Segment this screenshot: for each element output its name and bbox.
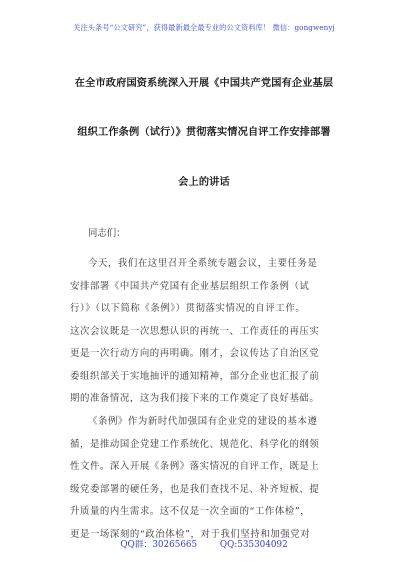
qq-group-number: QQ群：30265665 — [120, 540, 198, 550]
footer-contact — [0, 537, 408, 550]
body-line: 更是一场深刻的“政治体检”，对于我们坚持和加强党对 — [70, 529, 311, 540]
body-line: 行）》（以下简称《条例》）贯彻落实情况的自评工作。 — [70, 303, 306, 314]
body-line: 今天，我们在这里召开全系统专题会议，主要任务是 — [88, 258, 318, 269]
body-line: 这次会议既是一次思想认识的再统一、工作责任的再压实 — [70, 326, 320, 337]
body-line: 委组织部关于实地抽评的通知精神，部分企业也汇报了前 — [70, 371, 320, 382]
salutation: 同志们： — [88, 228, 126, 239]
body-line: 安排部署《中国共产党国有企业基层组织工作条例（试 — [70, 281, 310, 292]
body-line: 循，是推动国企党建工作系统化、规范化、科学化的纲领 — [70, 439, 320, 450]
speech-title-line-1: 在全市政府国资系统深入开展《中国共产党国有企业基层 — [74, 77, 334, 89]
header-notice: 关注头条号“公文研究”，获得最新最全最专业的公文资料库！ 微信：gongwenyj — [73, 23, 335, 32]
body-line: 性文件。深入开展《条例》落实情况的自评工作，既是上 — [70, 461, 320, 472]
body-line: 级党委部署的硬任务，也是我们查找不足、补齐短板、提 — [70, 484, 320, 495]
qq-number: QQ:535304092 — [219, 540, 288, 550]
speech-title-line-3: 会上的讲话 — [178, 176, 230, 188]
body-line: 《条例》作为新时代加强国有企业党的建设的基本遵 — [88, 416, 318, 427]
body-line: 升质量的内生需求。这不仅是一次全面的“工作体检”， — [70, 506, 311, 517]
speech-title-line-2: 组织工作条例（试行）》贯彻落实情况自评工作安排部署 — [77, 126, 331, 138]
body-line: 更是一次行动方向的再明确。刚才，会议传达了自治区党 — [70, 348, 320, 359]
body-line: 期的准备情况，这为我们接下来的工作奠定了良好基础。 — [70, 393, 320, 404]
